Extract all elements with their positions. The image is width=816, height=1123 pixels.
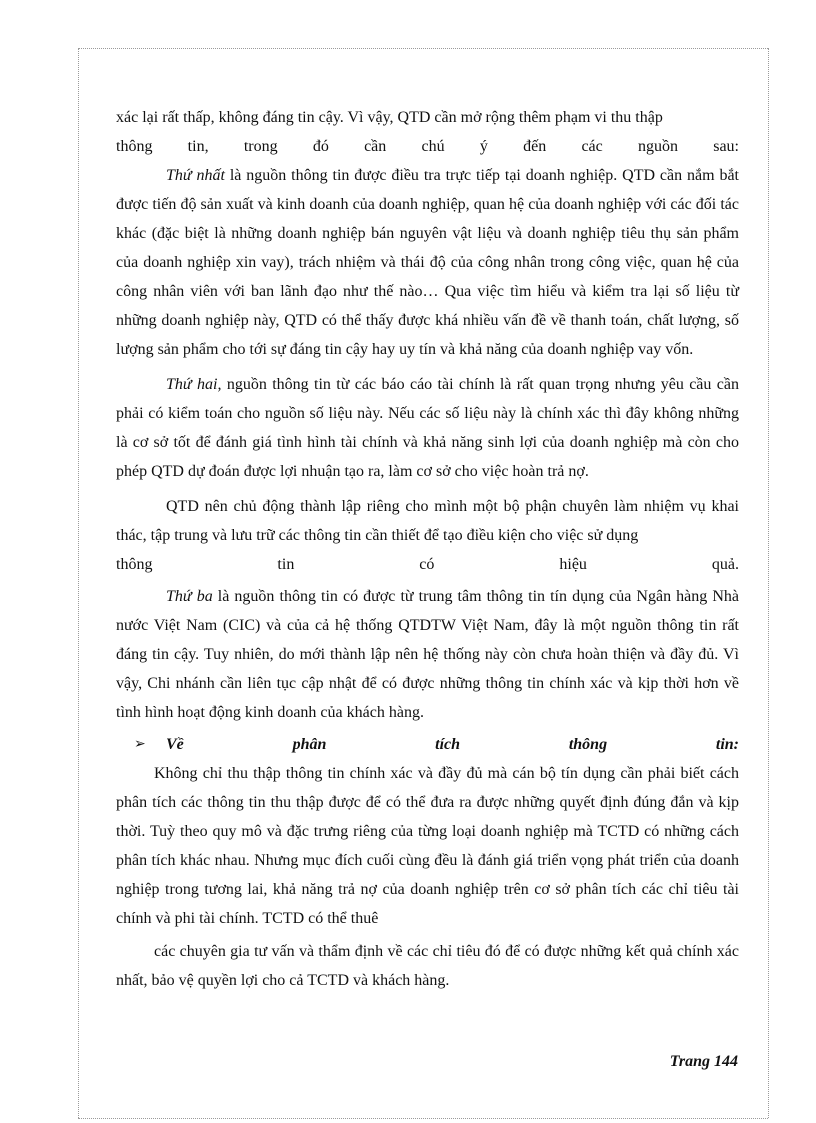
section-heading-text: Về phân tích thông tin:: [166, 736, 739, 753]
emphasis-third: Thứ ba: [166, 588, 213, 605]
paragraph-intro-line1: xác lại rất thấp, không đáng tin cậy. Vì vậy, QTD cần mở rộng thêm phạm vi thu thập: [116, 109, 663, 126]
page-border-top: [78, 48, 768, 49]
paragraph-intro-line2: thông tin, trong đó cần chú ý đến các nguồn sau:: [116, 138, 739, 155]
arrow-bullet-icon: ➢: [134, 737, 146, 752]
page-border-bottom: [78, 1118, 768, 1119]
page-border-left: [78, 48, 79, 1118]
emphasis-first: Thứ nhất: [166, 167, 225, 184]
paragraph-dedicated-unit: QTD nên chủ động thành lập riêng cho mình một bộ phận chuyên làm nhiệm vụ khai thác, tập trung và lưu trữ các thông tin cần thiết để tạo điều kiện cho việc sử dụng: [116, 498, 739, 544]
page-number: Trang 144: [669, 1053, 738, 1070]
paragraph-analysis-end: các chuyên gia tư vấn và thẩm định về các chỉ tiêu đó để có được những kết quả chính xác nhất, bảo vệ quyền lợi cho cả TCTD và khách hàng.: [116, 943, 739, 989]
paragraph-analysis: Không chỉ thu thập thông tin chính xác và đầy đủ mà cán bộ tín dụng cần phải biết cách phân tích các thông tin thu thập được để có thể đưa ra được những quyết định đúng đắn và kịp thời. Tuỳ theo quy mô và đặc trưng riêng của từng loại doanh nghiệp mà TCTD có những cách phân tích khác nhau. Nhưng mục đích cuối cùng đều là đánh giá triển vọng phát triển của doanh nghiệp trong tương lai, khả năng trả nợ của doanh nghiệp trên cơ sở phân tích các chỉ tiêu tài chính và phi tài chính. TCTD có thể thuê: [116, 765, 739, 927]
paragraph-source-second: [116, 370, 739, 486]
section-heading: [116, 730, 739, 759]
paragraph-source-first: [116, 161, 739, 364]
page-body: [116, 103, 739, 995]
page-border-right: [768, 48, 769, 1118]
paragraph-source-third: [116, 582, 739, 727]
paragraph-source-first-text: là nguồn thông tin được điều tra trực tiếp tại doanh nghiệp. QTD cần nắm bắt được tiến độ sản xuất và kinh doanh của doanh nghiệp, quan hệ của doanh nghiệp với các đối tác khác (đặc biệt là những doanh nghiệp bán nguyên vật liệu và doanh nghiệp tiêu thụ sản phẩm của doanh nghiệp xin vay), trách nhiệm và thái độ của công nhân trong công việc, quan hệ của công nhân viên với ban lãnh đạo như thế nào… Qua việc tìm hiểu và kiểm tra lại số liệu từ những doanh nghiệp này, QTD có thể thấy được khá nhiều vấn đề về thanh toán, chất lượng, số lượng sản phẩm cho tới sự đáng tin cậy hay uy tín và khả năng của doanh nghiệp vay vốn.: [116, 167, 739, 358]
paragraph-source-second-text: nguồn thông tin từ các báo cáo tài chính là rất quan trọng nhưng yêu cầu cần phải có kiểm toán cho nguồn số liệu này. Nếu các số liệu này là chính xác thì đây không những là cơ sở tốt để đánh giá tình hình tài chính và khả năng sinh lợi của doanh nghiệp mà còn cho phép QTD dự đoán được lợi nhuận tạo ra, làm cơ sở cho việc hoàn trả nợ.: [116, 376, 739, 480]
emphasis-second: Thứ hai,: [166, 376, 222, 393]
paragraph-source-third-text: là nguồn thông tin có được từ trung tâm thông tin tín dụng của Ngân hàng Nhà nước Việt Nam (CIC) và của cả hệ thống QTDTW Việt Nam, đây là một nguồn thông tin rất đáng tin cậy. Tuy nhiên, do mới thành lập nên hệ thống này còn chưa hoàn thiện và đầy đủ. Vì vậy, Chi nhánh cần liên tục cập nhật để có được những thông tin chính xác và kịp thời hơn về tình hình hoạt động kinh doanh của khách hàng.: [116, 588, 740, 721]
paragraph-dedicated-unit-last: thông tin có hiệu quả.: [116, 556, 739, 573]
